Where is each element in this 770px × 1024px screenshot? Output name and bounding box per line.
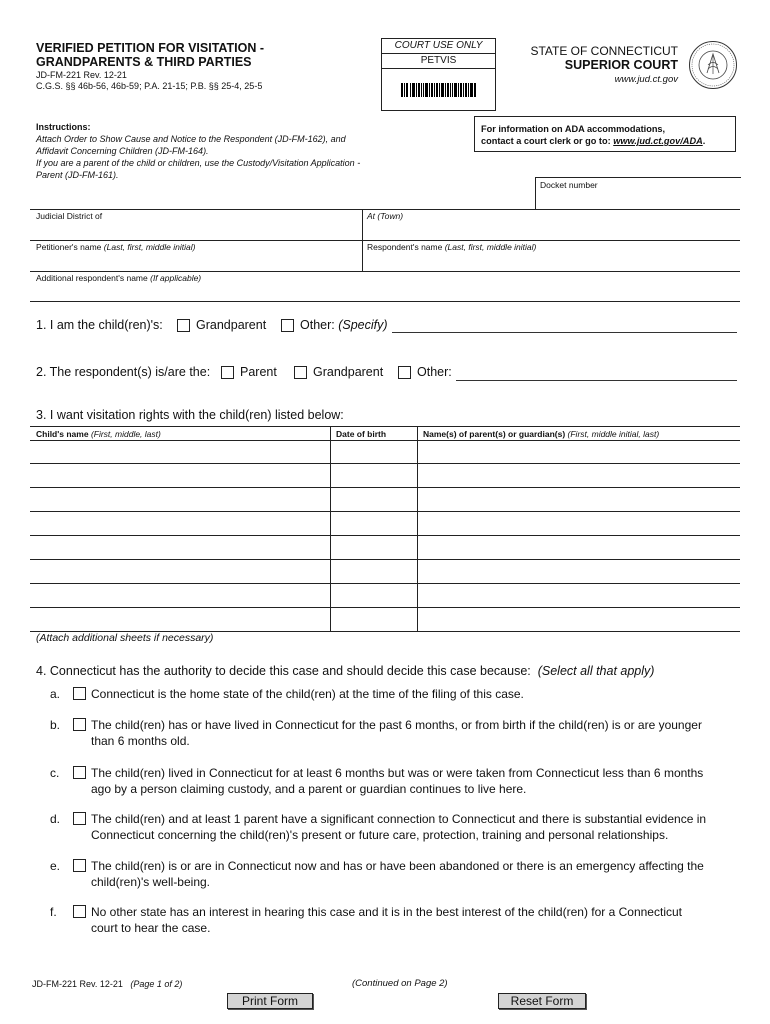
ada-line2-prefix: contact a court clerk or go to: bbox=[481, 136, 614, 146]
judicial-district-label: Judicial District of bbox=[36, 211, 103, 221]
divider bbox=[30, 271, 740, 272]
docket-number-field[interactable] bbox=[535, 177, 741, 210]
col-date-of-birth: Date of birth bbox=[336, 429, 387, 439]
instructions-line3: If you are a parent of the child or children, use the Custody/Visitation Application - bbox=[36, 158, 361, 168]
q4-option-d-line2: Connecticut concerning the child(ren)'s present or future care, protection, training and personal relationships. bbox=[91, 828, 669, 842]
q4-option-c-checkbox[interactable] bbox=[73, 766, 86, 779]
q4-option-b-line1: The child(ren) has or have lived in Connecticut for the past 6 months, or from birth if the child(ren) is or are younger bbox=[91, 718, 702, 732]
town-field[interactable] bbox=[367, 222, 737, 240]
table-border bbox=[30, 426, 740, 427]
q4-option-f-line2: court to hear the case. bbox=[91, 921, 211, 935]
court-website: www.jud.ct.gov bbox=[614, 74, 678, 85]
attach-note: (Attach additional sheets if necessary) bbox=[36, 632, 214, 644]
respondent-name-field[interactable] bbox=[367, 253, 737, 271]
q4-option-letter: b. bbox=[50, 718, 61, 732]
court-use-box bbox=[381, 38, 496, 111]
q4-option-e-line2: child(ren)'s well-being. bbox=[91, 875, 211, 889]
q4-option-f-line1: No other state has an interest in hearing this case and it is in the best interest of the child(ren) for a Connecticut bbox=[91, 905, 682, 919]
q4-option-e-checkbox[interactable] bbox=[73, 859, 86, 872]
q2-grandparent-label: Grandparent bbox=[313, 365, 384, 379]
petitioner-name-hint: (Last, first, middle initial) bbox=[103, 242, 196, 252]
col-child-name-text: Child's name bbox=[36, 429, 89, 439]
q4-option-b-checkbox[interactable] bbox=[73, 718, 86, 731]
court-name: SUPERIOR COURT bbox=[564, 58, 678, 72]
q2-other-specify-field[interactable] bbox=[456, 380, 737, 381]
form-title bbox=[36, 41, 264, 69]
table-divider bbox=[330, 426, 331, 631]
reset-form-button[interactable]: Reset Form bbox=[498, 993, 586, 1009]
q4-option-c-line2: ago by a person claiming custody, and a parent or guardian continues to live here. bbox=[91, 782, 527, 796]
state-name: STATE OF CONNECTICUT bbox=[530, 44, 678, 58]
q4-option-d-checkbox[interactable] bbox=[73, 812, 86, 825]
q2-other-checkbox[interactable] bbox=[398, 366, 411, 379]
table-divider bbox=[417, 426, 418, 631]
form-id: JD-FM-221 Rev. 12-21 bbox=[36, 70, 127, 80]
footer-form-id bbox=[32, 979, 182, 989]
additional-respondent-label bbox=[36, 273, 201, 283]
barcode-icon bbox=[401, 83, 477, 97]
instructions-line2: Affidavit Concerning Children (JD-FM-164). bbox=[36, 146, 209, 156]
docket-number-label: Docket number bbox=[540, 180, 598, 190]
q4-option-b-line2: than 6 months old. bbox=[91, 734, 190, 748]
table-row-line bbox=[30, 607, 740, 608]
form-title-line1: VERIFIED PETITION FOR VISITATION - bbox=[36, 41, 265, 55]
q4-option-letter: f. bbox=[50, 905, 57, 919]
q4-label bbox=[36, 664, 654, 678]
ada-line2 bbox=[481, 135, 735, 147]
town-label: At (Town) bbox=[367, 211, 404, 221]
col-child-name bbox=[36, 429, 161, 439]
petitioner-name-label bbox=[36, 242, 195, 252]
q4-option-d-line1: The child(ren) and at least 1 parent have a significant connection to Connecticut and there is substantial evidence in bbox=[91, 812, 707, 826]
table-row-line bbox=[30, 440, 740, 441]
statutes: C.G.S. §§ 46b-56, 46b-59; P.A. 21-15; P.B. §§ 25-4, 25-5 bbox=[36, 81, 263, 91]
q4-option-c-line1: The child(ren) lived in Connecticut for at least 6 months but was or were taken from Connecticut less than 6 months bbox=[91, 766, 704, 780]
q1-other-specify-field[interactable] bbox=[392, 332, 737, 333]
col-child-name-hint: (First, middle, last) bbox=[90, 429, 161, 439]
q2-grandparent-checkbox[interactable] bbox=[294, 366, 307, 379]
q1-other-text: Other: bbox=[300, 318, 335, 332]
ada-line2-suffix: . bbox=[702, 136, 706, 146]
form-title-line2: GRANDPARENTS & THIRD PARTIES bbox=[36, 55, 252, 69]
judicial-district-field[interactable] bbox=[36, 222, 356, 240]
petitioner-name-text: Petitioner's name bbox=[36, 242, 102, 252]
footer-continued: (Continued on Page 2) bbox=[352, 978, 448, 989]
ada-box bbox=[474, 116, 736, 152]
additional-respondent-hint: (If applicable) bbox=[150, 273, 202, 283]
table-row-line bbox=[30, 559, 740, 560]
instructions bbox=[36, 121, 456, 181]
state-seal-icon bbox=[688, 40, 738, 90]
q1-other-checkbox[interactable] bbox=[281, 319, 294, 332]
instructions-heading: Instructions: bbox=[36, 122, 91, 132]
q3-label: 3. I want visitation rights with the child(ren) listed below: bbox=[36, 408, 344, 422]
q4-option-f-checkbox[interactable] bbox=[73, 905, 86, 918]
q4-label-text: 4. Connecticut has the authority to decide this case and should decide this case because: bbox=[36, 664, 531, 678]
ada-link[interactable]: www.jud.ct.gov/ADA bbox=[613, 136, 703, 146]
q1-grandparent-label: Grandparent bbox=[196, 318, 267, 332]
court-use-label: COURT USE ONLY bbox=[382, 39, 495, 54]
table-row-line bbox=[30, 583, 740, 584]
col-parent-names-text: Name(s) of parent(s) or guardian(s) bbox=[423, 429, 566, 439]
q4-hint: (Select all that apply) bbox=[537, 664, 655, 678]
ada-line1: For information on ADA accommodations, bbox=[481, 124, 666, 134]
table-row-line bbox=[30, 487, 740, 488]
col-parent-names-hint: (First, middle initial, last) bbox=[567, 429, 660, 439]
print-form-button[interactable]: Print Form bbox=[227, 993, 313, 1009]
petitioner-name-field[interactable] bbox=[36, 253, 356, 271]
q4-option-e-line1: The child(ren) is or are in Connecticut now and has or have been abandoned or there is an emergency affecting the bbox=[91, 859, 704, 873]
q2-label: 2. The respondent(s) is/are the: bbox=[36, 365, 211, 379]
instructions-line1: Attach Order to Show Cause and Notice to the Respondent (JD-FM-162), and bbox=[36, 134, 346, 144]
additional-respondent-text: Additional respondent's name bbox=[36, 273, 148, 283]
table-row-line bbox=[30, 511, 740, 512]
q4-option-a-line1: Connecticut is the home state of the child(ren) at the time of the filing of this case. bbox=[91, 687, 524, 701]
q4-option-letter: c. bbox=[50, 766, 60, 780]
q2-parent-checkbox[interactable] bbox=[221, 366, 234, 379]
q4-option-letter: a. bbox=[50, 687, 61, 701]
additional-respondent-field[interactable] bbox=[36, 284, 736, 301]
q4-option-letter: e. bbox=[50, 859, 61, 873]
q1-other-label bbox=[300, 318, 388, 332]
q4-option-letter: d. bbox=[50, 812, 61, 826]
q1-label: 1. I am the child(ren)'s: bbox=[36, 318, 163, 332]
footer-page: (Page 1 of 2) bbox=[130, 979, 183, 989]
q2-parent-label: Parent bbox=[240, 365, 277, 379]
footer-form-id-text: JD-FM-221 Rev. 12-21 bbox=[32, 979, 123, 989]
respondent-name-text: Respondent's name bbox=[367, 242, 443, 252]
q1-other-hint: (Specify) bbox=[338, 318, 388, 332]
table-row-line bbox=[30, 535, 740, 536]
col-parent-names bbox=[423, 429, 659, 439]
divider bbox=[30, 240, 740, 241]
divider bbox=[30, 301, 740, 302]
q2-other-label: Other: bbox=[417, 365, 452, 379]
respondent-name-label bbox=[367, 242, 536, 252]
respondent-name-hint: (Last, first, middle initial) bbox=[444, 242, 537, 252]
q1-grandparent-checkbox[interactable] bbox=[177, 319, 190, 332]
court-use-code: PETVIS bbox=[382, 54, 495, 69]
children-table bbox=[30, 426, 740, 631]
q4-option-a-checkbox[interactable] bbox=[73, 687, 86, 700]
divider bbox=[30, 209, 740, 210]
instructions-line4: Parent (JD-FM-161). bbox=[36, 170, 119, 180]
table-row-line bbox=[30, 463, 740, 464]
